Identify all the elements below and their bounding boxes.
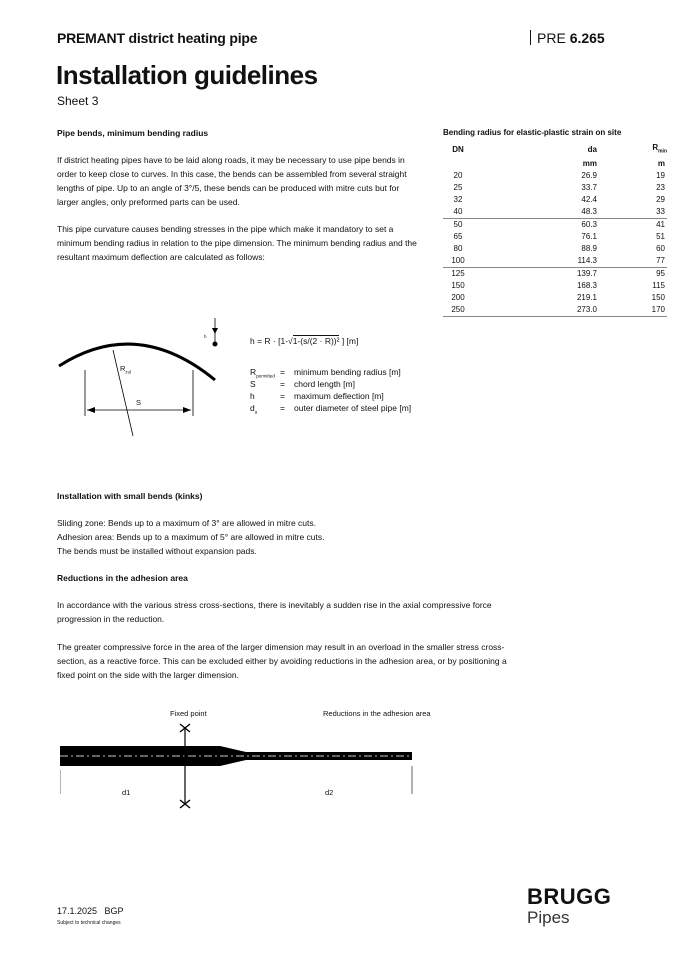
col-header-rmin [597, 142, 667, 158]
text-line: section, as a reactive force. This can be excluded either by avoiding reductions in the adhesion area, or by positioning a [57, 656, 507, 666]
legend-eq: = [280, 403, 285, 413]
deflection-point [213, 342, 218, 347]
cell-rmin: 150 [651, 292, 665, 302]
table-row [443, 280, 667, 292]
sqrt-sign: √ [288, 336, 293, 346]
deflection-formula [250, 336, 358, 346]
col-unit-dn [443, 158, 473, 170]
cell-rmin: 115 [652, 280, 665, 290]
table-row [443, 231, 667, 243]
cell-da: 273.0 [473, 304, 597, 317]
legend-row [250, 378, 411, 390]
table-row [443, 194, 667, 206]
legend-text: maximum deflection [m] [294, 391, 384, 401]
text-line: minimum bending radius in relation to the pipe dimension. The minimum bending radius and the [57, 238, 417, 248]
pipe-arc [59, 344, 215, 380]
formula-legend [250, 366, 411, 414]
text-line: progression in the reduction. [57, 614, 165, 624]
radius-symbol: R [120, 364, 126, 373]
table-body [443, 170, 667, 317]
logo-sub: Pipes [527, 908, 570, 927]
table-row [443, 206, 667, 219]
legend-text: outer diameter of steel pipe [m] [294, 403, 412, 413]
deflection-marker [208, 318, 222, 348]
footer-subject: Subject to technical changes [57, 920, 121, 926]
legend-symbol [250, 402, 280, 419]
header-code-number: 6.265 [569, 30, 605, 46]
fixed-point-label: Fixed point [170, 709, 207, 718]
col-header-rmin-sub: min [658, 148, 667, 155]
col-header-da [473, 142, 597, 158]
legend-symbol-sub: permitted [256, 373, 275, 379]
text-line: fixed point on the side with the larger dimension. [57, 670, 239, 680]
header-code-prefix: PRE [537, 30, 566, 46]
cell-dn: 65 [453, 231, 463, 241]
cell-da: 114.3 [577, 255, 597, 265]
chord-label: S [136, 398, 142, 407]
d2-label: d2 [325, 788, 334, 797]
cell-rmin: 33 [656, 206, 665, 216]
cell-rmin: 41 [597, 218, 667, 231]
reductions-label: Reductions in the adhesion area [323, 709, 431, 718]
cell-rmin: 23 [656, 182, 665, 192]
chord-arrow-right [183, 407, 191, 413]
bends-heading: Pipe bends, minimum bending radius [57, 128, 209, 138]
legend-row [250, 366, 411, 378]
legend-symbol-main: h [250, 391, 255, 401]
cell-rmin: 19 [656, 170, 665, 180]
cell-dn: 250 [443, 304, 473, 317]
sheet-label: Sheet 3 [57, 94, 99, 108]
cell-dn: 32 [453, 194, 463, 204]
reductions-paragraph-1 [57, 598, 492, 626]
text-line: In accordance with the various stress cross-sections, there is inevitably a sudden rise in the axial compressive force [57, 600, 492, 610]
header-product: PREMANT district heating pipe [57, 30, 258, 46]
cell-rmin: 77 [656, 255, 665, 265]
table-row [443, 218, 667, 231]
table-row [443, 255, 667, 268]
reduction-diagram [60, 720, 420, 812]
formula-lhs: h = R · [1- [250, 336, 289, 346]
legend-symbol [250, 378, 280, 390]
logo-brand: BRUGG [527, 884, 612, 909]
text-line: lengths of pipe. Up to an angle of 3°/5, these bends can be produced with mitre cuts but for [57, 183, 400, 193]
table-row [443, 182, 667, 194]
text-line: If district heating pipes have to be laid along roads, it may be necessary to use pipe bends in [57, 155, 405, 165]
legend-row [250, 390, 411, 402]
cell-da: 88.9 [581, 243, 597, 253]
cell-rmin: 51 [656, 231, 665, 241]
kinks-heading: Installation with small bends (kinks) [57, 491, 203, 501]
kinks-text [57, 516, 325, 558]
col-header-da-label: da [587, 144, 597, 154]
deflection-label: h [204, 334, 207, 339]
page-title: Installation guidelines [56, 60, 318, 90]
cell-rmin: 170 [597, 304, 667, 317]
text-line: order to keep close to curves. In this case, the bends can be assembled from several straight [57, 169, 407, 179]
cell-rmin: 95 [597, 267, 667, 280]
cell-da: 219.1 [576, 292, 597, 302]
text-line: larger angles, only preformed parts can be used. [57, 197, 240, 207]
radius-label [120, 364, 131, 375]
table-row [443, 267, 667, 280]
text-line: Adhesion area: Bends up to a maximum of 5° are allowed in mitre cuts. [57, 532, 325, 542]
table-row [443, 304, 667, 317]
cell-rmin: 29 [656, 194, 665, 204]
bends-paragraph-2 [57, 222, 417, 264]
table-row [443, 292, 667, 304]
cell-da: 33.7 [581, 182, 597, 192]
legend-text: minimum bending radius [m] [294, 367, 401, 377]
legend-row [250, 402, 411, 414]
formula-rhs: ] [m] [341, 336, 359, 346]
table-row [443, 243, 667, 255]
text-line: The greater compressive force in the area of the larger dimension may result in an overload in the smaller stress cross- [57, 642, 505, 652]
cell-dn: 25 [453, 182, 463, 192]
table-row [443, 170, 667, 182]
legend-symbol-main: d [250, 403, 255, 413]
legend-symbol-sub: a [254, 409, 258, 415]
cell-dn: 40 [453, 206, 463, 216]
col-unit-da: mm [582, 158, 597, 168]
deflection-arrow [212, 328, 218, 334]
text-line: Sliding zone: Bends up to a maximum of 3° are allowed in mitre cuts. [57, 518, 316, 528]
legend-symbol-main: R [250, 367, 257, 377]
chord-arrow-left [87, 407, 95, 413]
cell-dn: 200 [451, 292, 465, 302]
cell-dn: 80 [453, 243, 463, 253]
brugg-logo [527, 886, 611, 928]
bending-radius-table [443, 142, 667, 317]
legend-eq: = [280, 379, 285, 389]
cell-dn: 100 [451, 255, 465, 265]
col-header-dn: DN [452, 144, 464, 154]
legend-symbol-main: S [250, 379, 256, 389]
legend-eq: = [280, 367, 285, 377]
cell-dn: 20 [453, 170, 463, 180]
text-line: The bends must be installed without expansion pads. [57, 546, 257, 556]
cell-da: 168.3 [576, 280, 597, 290]
table-title: Bending radius for elastic-plastic strain on site [443, 128, 622, 137]
legend-text: chord length [m] [294, 379, 355, 389]
col-unit-rmin: m [657, 158, 665, 168]
legend-symbol [250, 390, 280, 402]
radius-subscript: zul [125, 369, 132, 375]
cell-dn: 150 [451, 280, 465, 290]
bends-paragraph-1 [57, 153, 407, 209]
cell-da: 48.3 [581, 206, 597, 216]
d1-label: d1 [122, 788, 131, 797]
reductions-heading: Reductions in the adhesion area [57, 573, 188, 583]
legend-eq: = [280, 391, 285, 401]
cell-da: 60.3 [473, 218, 597, 231]
header-divider [530, 30, 531, 45]
formula-radicand: 1-(s/(2 · R))² [292, 336, 340, 346]
cell-dn: 50 [443, 218, 473, 231]
footer-date: 17.1.2025 BGP [57, 906, 124, 916]
text-line: resultant maximum deflection are calculated as follows: [57, 252, 265, 262]
text-line: This pipe curvature causes bending stresses in the pipe which make it mandatory to set a [57, 224, 394, 234]
cell-da: 76.1 [581, 231, 597, 241]
cell-da: 42.4 [581, 194, 597, 204]
cell-da: 26.9 [581, 170, 597, 180]
radius-line [113, 350, 133, 436]
cell-rmin: 60 [656, 243, 665, 253]
cell-dn: 125 [443, 267, 473, 280]
header-doc-code [530, 30, 605, 46]
col-header-rmin-label: R [652, 143, 659, 152]
cell-da: 139.7 [473, 267, 597, 280]
reductions-paragraph-2 [57, 640, 507, 682]
